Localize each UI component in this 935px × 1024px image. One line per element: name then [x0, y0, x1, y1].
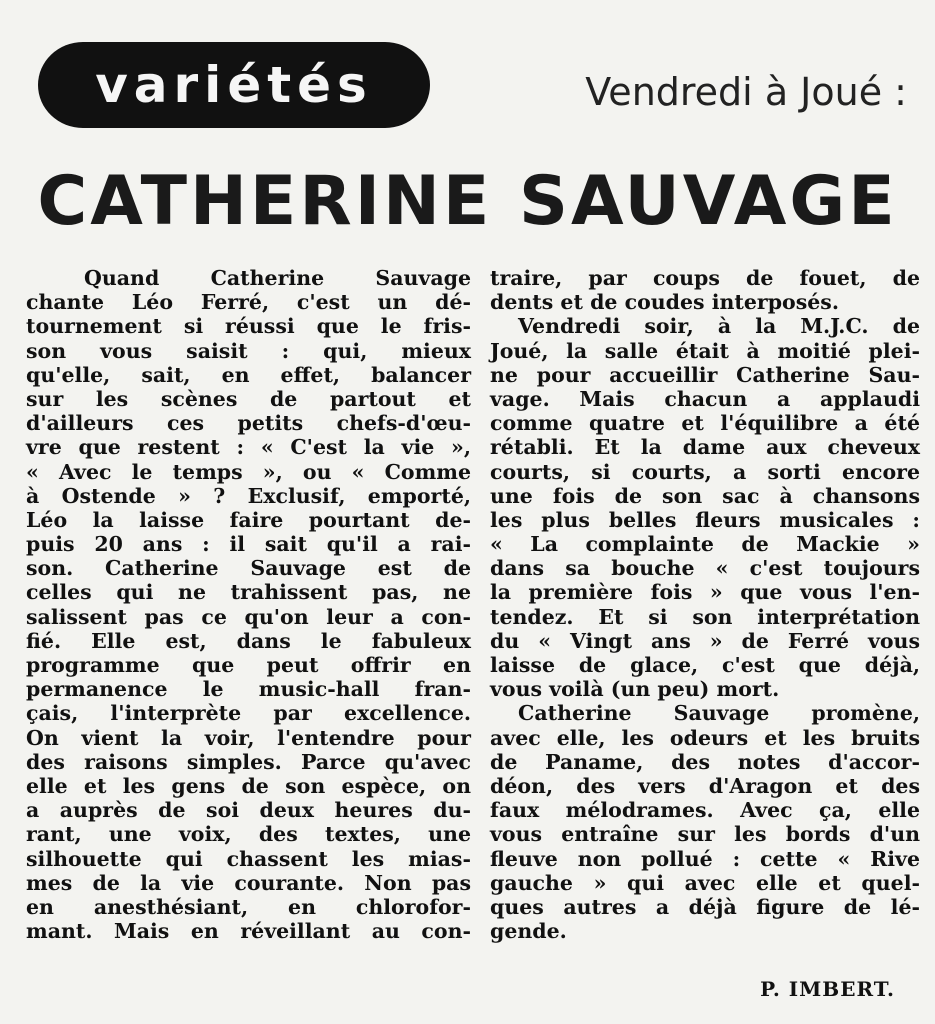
text-line: Vendredi soir, à la M.J.C. de [518, 314, 920, 339]
section-badge [38, 42, 430, 128]
text-line: On vient la voir, l'entendre pour [26, 725, 471, 750]
text-line: tendez. Et si son interprétation [490, 604, 920, 629]
text-line: elle et les gens de son espèce, on [26, 773, 471, 798]
text-line: son. Catherine Sauvage est de [26, 556, 471, 581]
text-line: dents et de coudes interposés. [490, 290, 839, 315]
text-line: chante Léo Ferré, c'est un dé- [26, 290, 471, 315]
text-line: programme que peut offrir en [26, 653, 471, 677]
text-line: salissent pas ce qu'on leur a con- [26, 604, 471, 629]
text-line: « Avec le temps », ou « Comme [26, 459, 471, 484]
author-signature: P. IMBERT. [760, 977, 895, 1001]
text-line: silhouette qui chassent les mias- [26, 846, 471, 871]
text-line: les plus belles fleurs musicales : [490, 507, 920, 532]
text-line: comme quatre et l'équilibre a été [490, 411, 920, 436]
text-line: en anesthésiant, en chlorofor- [26, 894, 471, 919]
text-line: sur les scènes de partout et [26, 386, 471, 411]
text-line: traire, par coups de fouet, de [490, 266, 920, 290]
text-line: ques autres a déjà figure de lé- [490, 894, 920, 919]
text-line: tournement si réussi que le fris- [26, 314, 471, 339]
text-line: fleuve non pollué : cette « Rive [490, 846, 920, 871]
text-line: Quand Catherine Sauvage [84, 266, 471, 290]
text-line: rétabli. Et la dame aux cheveux [490, 435, 920, 460]
text-line: vous voilà (un peu) mort. [490, 677, 780, 702]
text-line: gauche » qui avec elle et quel- [490, 870, 920, 895]
text-line: vre que restent : « C'est la vie », [26, 435, 471, 460]
text-line: a auprès de soi deux heures du- [26, 798, 471, 823]
text-line: permanence le music-hall fran- [26, 677, 471, 702]
text-line: vage. Mais chacun a applaudi [490, 386, 920, 411]
text-line: celles qui ne trahissent pas, ne [26, 580, 471, 605]
text-line: des raisons simples. Parce qu'avec [26, 749, 471, 774]
text-line: Joué, la salle était à moitié plei- [490, 338, 920, 363]
text-line: vous entraîne sur les bords d'un [490, 822, 920, 847]
article-headline: CATHERINE SAUVAGE [37, 162, 898, 241]
text-line: « La complainte de Mackie » [490, 532, 920, 557]
text-line: gende. [490, 919, 567, 944]
article-column-right [490, 266, 920, 943]
text-line: ne pour accueillir Catherine Sau- [490, 362, 920, 387]
article-column-left [26, 266, 471, 943]
text-line: laisse de glace, c'est que déjà, [490, 653, 920, 677]
text-line: déon, des vers d'Aragon et des [490, 773, 920, 798]
text-line: faux mélodrames. Avec ça, elle [490, 798, 920, 823]
section-label: variétés [95, 56, 373, 114]
article-kicker: Vendredi à Joué : [585, 70, 907, 114]
text-line: puis 20 ans : il sait qu'il a rai- [26, 532, 471, 557]
text-line: une fois de son sac à chansons [490, 483, 920, 508]
text-line: çais, l'interprète par excellence. [26, 701, 471, 726]
text-line: mes de la vie courante. Non pas [26, 870, 471, 895]
text-line: courts, si courts, a sorti encore [490, 459, 920, 484]
text-line: Catherine Sauvage promène, [518, 701, 920, 726]
text-line: la première fois » que vous l'en- [490, 580, 920, 605]
text-line: mant. Mais en réveillant au con- [26, 919, 471, 944]
text-line: rant, une voix, des textes, une [26, 822, 471, 847]
text-line: qu'elle, sait, en effet, balancer [26, 362, 471, 387]
text-line: fié. Elle est, dans le fabuleux [26, 628, 471, 653]
text-line: son vous saisit : qui, mieux [26, 338, 471, 363]
text-line: dans sa bouche « c'est toujours [490, 556, 920, 581]
text-line: à Ostende » ? Exclusif, emporté, [26, 483, 471, 508]
text-line: d'ailleurs ces petits chefs-d'œu- [26, 411, 471, 436]
text-line: de Paname, des notes d'accor- [490, 749, 920, 774]
text-line: Léo la laisse faire pourtant de- [26, 507, 471, 532]
text-line: avec elle, les odeurs et les bruits [490, 725, 920, 750]
text-line: du « Vingt ans » de Ferré vous [490, 628, 920, 653]
